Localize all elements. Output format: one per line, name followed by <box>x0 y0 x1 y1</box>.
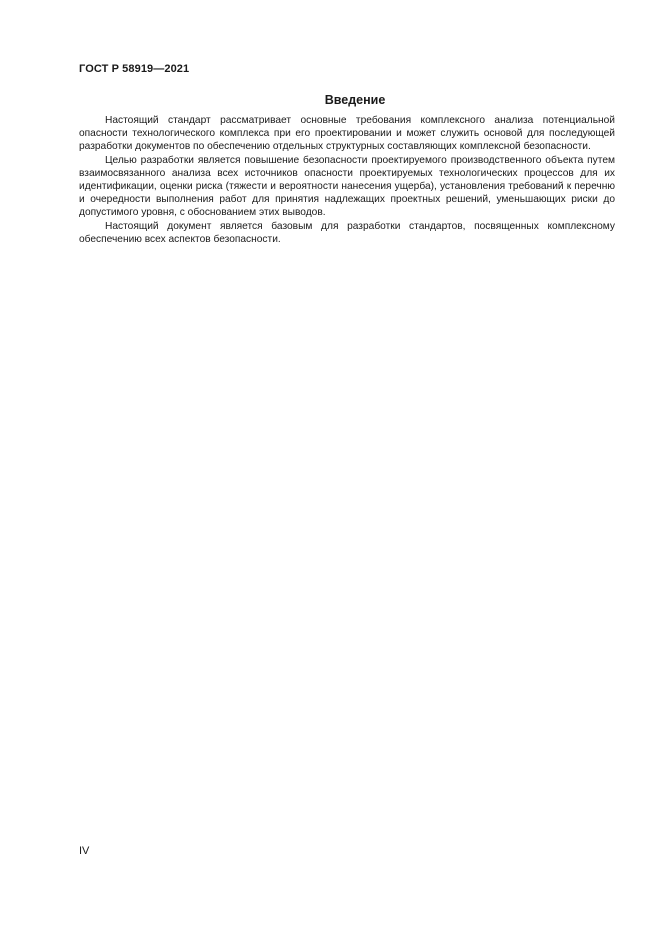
paragraph: Целью разработки является повышение безопасности проектируемого производственного объекта путем взаимосвязанного анализа всех источников опасности проектируемых технологических процессов для их идентификации, оценки риска (тяжести и вероятности нанесения ущерба), установления требований к перечню и очередности выполнения работ для принятия надлежащих проектных решений, уменьшающих риски до допустимого уровня, с обоснованием этих выводов. <box>79 154 615 219</box>
page-number: IV <box>79 845 90 857</box>
paragraph: Настоящий стандарт рассматривает основные требования комплексного анализа потенциальной опасности технологического комплекса при его проектировании и может служить основой для последующей разработки документов по обеспечению отдельных структурных составляющих комплексной безопасности. <box>79 115 615 153</box>
document-header: ГОСТ Р 58919—2021 <box>79 63 190 75</box>
section-title: Введение <box>324 93 386 107</box>
paragraph: Настоящий документ является базовым для разработки стандартов, посвященных комплексному обеспечению всех аспектов безопасности. <box>79 220 615 245</box>
body-text <box>79 114 615 246</box>
